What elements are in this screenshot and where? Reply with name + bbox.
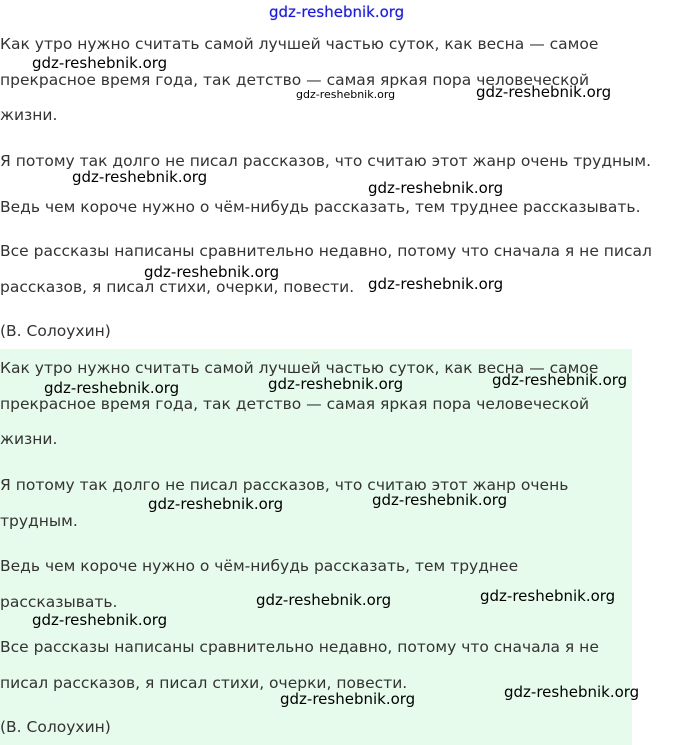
answer-line: прекрасное время года, так детство — самая яркая пора человеческой: [0, 395, 590, 413]
answer-line: Ведь чем короче нужно о чём-нибудь рассказать, тем труднее: [0, 557, 519, 575]
watermark: gdz-reshebnik.org: [368, 275, 504, 293]
original-line: Ведь чем короче нужно о чём-нибудь рассказать, тем труднее рассказывать.: [0, 198, 641, 216]
watermark: gdz-reshebnik.org: [32, 611, 168, 629]
answer-line: Все рассказы написаны сравнительно недавно, потому что сначала я не: [0, 638, 599, 656]
watermark: gdz-reshebnik.org: [480, 587, 616, 605]
watermark: gdz-reshebnik.org: [492, 371, 628, 389]
original-line: Все рассказы написаны сравнительно недавно, потому что сначала я не писал: [0, 242, 652, 260]
watermark: gdz-reshebnik.org: [296, 88, 396, 101]
watermark: gdz-reshebnik.org: [476, 83, 612, 101]
original-line: Как утро нужно считать самой лучшей частью суток, как весна — самое: [0, 35, 599, 53]
answer-line: Я потому так долго не писал рассказов, что считаю этот жанр очень: [0, 476, 569, 494]
answer-line: рассказывать.: [0, 593, 118, 611]
author-attribution: (В. Солоухин): [0, 322, 111, 340]
answer-line: Как утро нужно считать самой лучшей частью суток, как весна — самое: [0, 359, 599, 377]
original-line: прекрасное время года, так детство — самая яркая пора человеческой: [0, 71, 590, 89]
header-watermark: gdz-reshebnik.org: [269, 3, 405, 21]
answer-line: жизни.: [0, 430, 58, 448]
watermark: gdz-reshebnik.org: [372, 491, 508, 509]
watermark: gdz-reshebnik.org: [32, 54, 168, 72]
watermark: gdz-reshebnik.org: [72, 168, 208, 186]
original-line: Я потому так долго не писал рассказов, что считаю этот жанр очень трудным.: [0, 152, 652, 170]
original-line: рассказов, я писал стихи, очерки, повести.: [0, 278, 355, 296]
watermark: gdz-reshebnik.org: [280, 690, 416, 708]
watermark: gdz-reshebnik.org: [144, 263, 280, 281]
watermark: gdz-reshebnik.org: [256, 591, 392, 609]
watermark: gdz-reshebnik.org: [44, 379, 180, 397]
watermark: gdz-reshebnik.org: [148, 495, 284, 513]
watermark: gdz-reshebnik.org: [504, 683, 640, 701]
watermark: gdz-reshebnik.org: [368, 179, 504, 197]
original-line: жизни.: [0, 106, 58, 124]
answer-line: трудным.: [0, 512, 78, 530]
author-attribution: (В. Солоухин): [0, 718, 111, 736]
watermark: gdz-reshebnik.org: [268, 375, 404, 393]
answer-line: писал рассказов, я писал стихи, очерки, повести.: [0, 674, 408, 692]
